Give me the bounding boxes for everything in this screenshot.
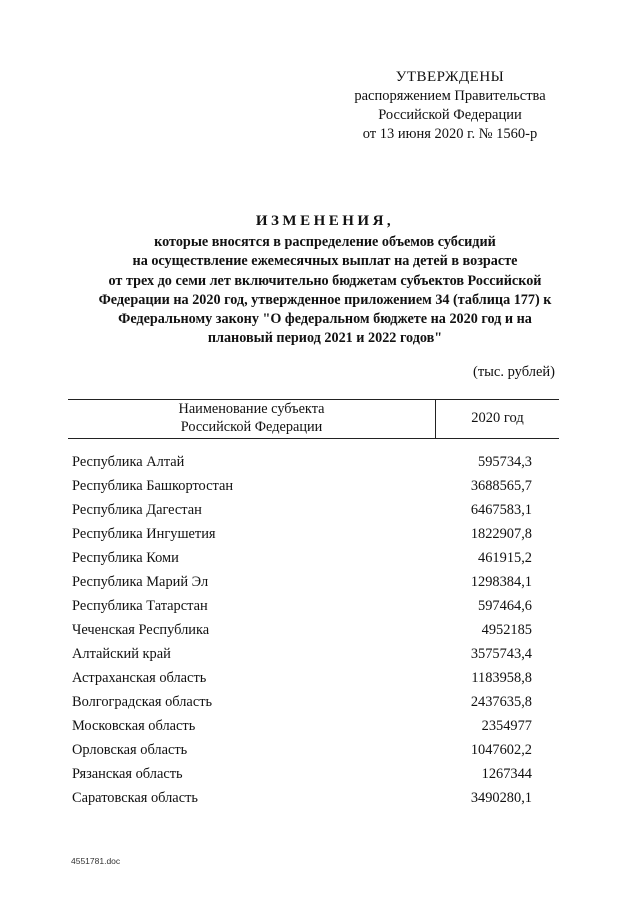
subject-name: Саратовская область — [72, 790, 198, 806]
subtitle-line: на осуществление ежемесячных выплат на детей в возрасте — [132, 253, 518, 270]
table-body — [72, 451, 558, 811]
approval-line: Российской Федерации — [378, 107, 522, 123]
approval-heading: УТВЕРЖДЕНЫ — [395, 69, 505, 85]
subject-name: Астраханская область — [72, 670, 207, 686]
table-row — [72, 571, 558, 595]
subsidy-value: 1298384,1 — [470, 574, 532, 590]
subsidy-value: 1183958,8 — [471, 670, 532, 686]
subject-name: Рязанская область — [72, 766, 183, 782]
table-row — [72, 595, 558, 619]
subject-name: Республика Алтай — [72, 454, 185, 470]
subject-name: Республика Дагестан — [72, 502, 202, 518]
table-header — [68, 399, 559, 439]
subtitle-line: от трех до семи лет включительно бюджетам субъектов Российской — [108, 272, 542, 289]
document-subtitle — [40, 233, 610, 349]
subsidy-value: 4952185 — [481, 622, 532, 638]
subject-name: Республика Марий Эл — [72, 574, 209, 590]
table-row — [72, 499, 558, 523]
subtitle-line: которые вносятся в распределение объемов субсидий — [154, 234, 496, 250]
subsidy-value: 1822907,8 — [470, 526, 532, 542]
subject-name: Республика Башкортостан — [72, 478, 234, 494]
table-row — [72, 547, 558, 571]
table-row — [72, 619, 558, 643]
subsidy-value: 2354977 — [481, 718, 532, 734]
subject-name: Чеченская Республика — [72, 622, 210, 638]
subsidy-value: 3490280,1 — [470, 790, 532, 806]
subject-name: Республика Татарстан — [72, 598, 208, 614]
subtitle-line: плановый период 2021 и 2022 годов" — [207, 330, 443, 347]
approval-block — [330, 68, 570, 144]
subtitle-line: Федерации на 2020 год, утвержденное приложением 34 (таблица 177) к — [98, 291, 552, 308]
header-name-line: Наименование субъекта — [178, 401, 325, 417]
table-row — [72, 763, 558, 787]
table-row — [72, 451, 558, 475]
subject-name: Республика Ингушетия — [72, 526, 216, 542]
subsidy-value: 1047602,2 — [470, 742, 532, 758]
table-row — [72, 739, 558, 763]
subject-name: Республика Коми — [72, 550, 179, 566]
subsidy-value: 597464,6 — [478, 598, 532, 614]
subject-name: Московская область — [72, 718, 196, 734]
subject-name: Орловская область — [72, 742, 188, 758]
subsidy-value: 2437635,8 — [470, 694, 532, 710]
subsidy-value: 595734,3 — [478, 454, 532, 470]
document-filename: 4551781.doc — [71, 856, 121, 866]
table-row — [72, 475, 558, 499]
subsidy-value: 3575743,4 — [470, 646, 532, 662]
subsidy-value: 461915,2 — [478, 550, 532, 566]
subsidy-value: 1267344 — [481, 766, 532, 782]
document-title: ИЗМЕНЕНИЯ, — [255, 213, 395, 229]
table-row — [72, 667, 558, 691]
subject-name: Алтайский край — [72, 646, 171, 662]
table-row — [72, 643, 558, 667]
header-subject-name — [68, 401, 435, 436]
approval-date: от 13 июня 2020 г. № 1560-р — [362, 126, 538, 142]
subtitle-line: Федеральному закону "О федеральном бюджете на 2020 год и на — [118, 311, 532, 328]
table-row — [72, 523, 558, 547]
header-year: 2020 год — [471, 410, 524, 426]
subject-name: Волгоградская область — [72, 694, 213, 710]
units-label: (тыс. рублей) — [473, 364, 555, 380]
subsidy-value: 3688565,7 — [470, 478, 532, 494]
subsidy-value: 6467583,1 — [470, 502, 532, 518]
table-row — [72, 715, 558, 739]
table-row — [72, 787, 558, 811]
header-name-line: Российской Федерации — [180, 418, 323, 435]
table-row — [72, 691, 558, 715]
approval-line: распоряжением Правительства — [354, 88, 546, 104]
